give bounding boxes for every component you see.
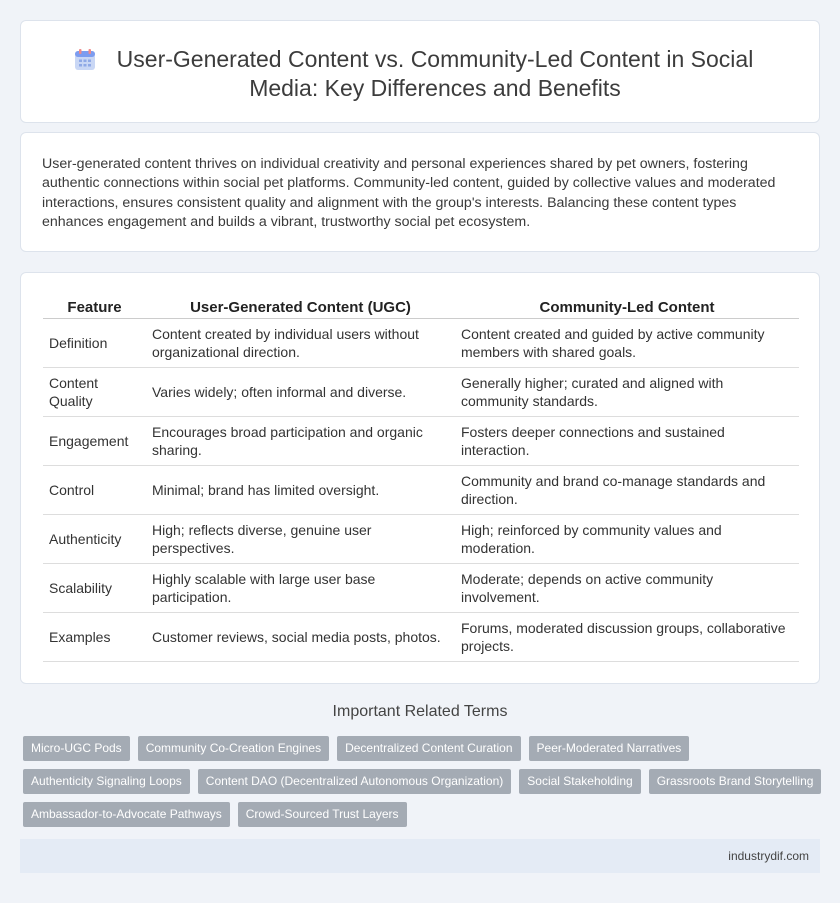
- title-card: [20, 20, 820, 123]
- table-row: [43, 515, 799, 564]
- ugc-cell: Varies widely; often informal and diverse.: [146, 368, 455, 417]
- ugc-cell: Encourages broad participation and organic sharing.: [146, 417, 455, 466]
- ugc-cell: Highly scalable with large user base participation.: [146, 564, 455, 613]
- community-cell: Community and brand co-manage standards and direction.: [455, 466, 799, 515]
- tag-row: [23, 802, 823, 827]
- ugc-cell: Content created by individual users without organizational direction.: [146, 319, 455, 368]
- related-term-tag[interactable]: Peer-Moderated Narratives: [529, 736, 690, 761]
- feature-cell: Engagement: [43, 417, 146, 466]
- feature-cell: Definition: [43, 319, 146, 368]
- table-row: [43, 417, 799, 466]
- related-term-tag[interactable]: Content DAO (Decentralized Autonomous Organization): [198, 769, 512, 794]
- community-cell: Content created and guided by active community members with shared goals.: [455, 319, 799, 368]
- related-term-tag[interactable]: Community Co-Creation Engines: [138, 736, 329, 761]
- column-header-ugc: User-Generated Content (UGC): [146, 295, 455, 319]
- tag-row: [23, 769, 823, 794]
- related-term-tag[interactable]: Authenticity Signaling Loops: [23, 769, 190, 794]
- comparison-table-card: [20, 272, 820, 684]
- tag-row: [23, 736, 823, 761]
- related-term-tag[interactable]: Grassroots Brand Storytelling: [649, 769, 822, 794]
- comparison-table: [43, 295, 799, 662]
- table-row: [43, 466, 799, 515]
- feature-cell: Examples: [43, 613, 146, 662]
- feature-cell: Control: [43, 466, 146, 515]
- page-title: User-Generated Content vs. Community-Led Content in Social Media: Key Differences and Benefits: [116, 46, 754, 101]
- community-cell: Forums, moderated discussion groups, collaborative projects.: [455, 613, 799, 662]
- related-term-tag[interactable]: Social Stakeholding: [519, 769, 640, 794]
- ugc-cell: High; reflects diverse, genuine user perspectives.: [146, 515, 455, 564]
- feature-cell: Authenticity: [43, 515, 146, 564]
- table-row: [43, 564, 799, 613]
- table-header-row: [43, 295, 799, 319]
- intro-card: [20, 132, 820, 252]
- related-terms-heading: Important Related Terms: [332, 703, 508, 720]
- table-row: [43, 368, 799, 417]
- community-cell: High; reinforced by community values and moderation.: [455, 515, 799, 564]
- related-term-tag[interactable]: Crowd-Sourced Trust Layers: [238, 802, 407, 827]
- related-term-tag[interactable]: Ambassador-to-Advocate Pathways: [23, 802, 230, 827]
- table-row: [43, 613, 799, 662]
- feature-cell: Scalability: [43, 564, 146, 613]
- column-header-community: Community-Led Content: [455, 295, 799, 319]
- column-header-feature: Feature: [43, 295, 146, 319]
- related-term-tag[interactable]: Decentralized Content Curation: [337, 736, 520, 761]
- community-cell: Generally higher; curated and aligned with community standards.: [455, 368, 799, 417]
- feature-cell: Content Quality: [43, 368, 146, 417]
- ugc-cell: Minimal; brand has limited oversight.: [146, 466, 455, 515]
- intro-paragraph: User-generated content thrives on individual creativity and personal experiences shared by pet owners, fostering authentic connections within social pet platforms. Community-led content, guided by collective values and moderated interactions, ensures consistent quality and alignment with the group's interests. Balancing these content types enhances engagement and builds a vibrant, trustworthy social pet ecosystem.: [42, 156, 776, 231]
- ugc-cell: Customer reviews, social media posts, photos.: [146, 613, 455, 662]
- footer: [20, 839, 820, 873]
- related-term-tag[interactable]: Micro-UGC Pods: [23, 736, 130, 761]
- related-terms-list: [23, 736, 823, 835]
- table-row: [43, 319, 799, 368]
- community-cell: Fosters deeper connections and sustained interaction.: [455, 417, 799, 466]
- community-cell: Moderate; depends on active community involvement.: [455, 564, 799, 613]
- footer-site-name: industrydif.com: [728, 849, 809, 863]
